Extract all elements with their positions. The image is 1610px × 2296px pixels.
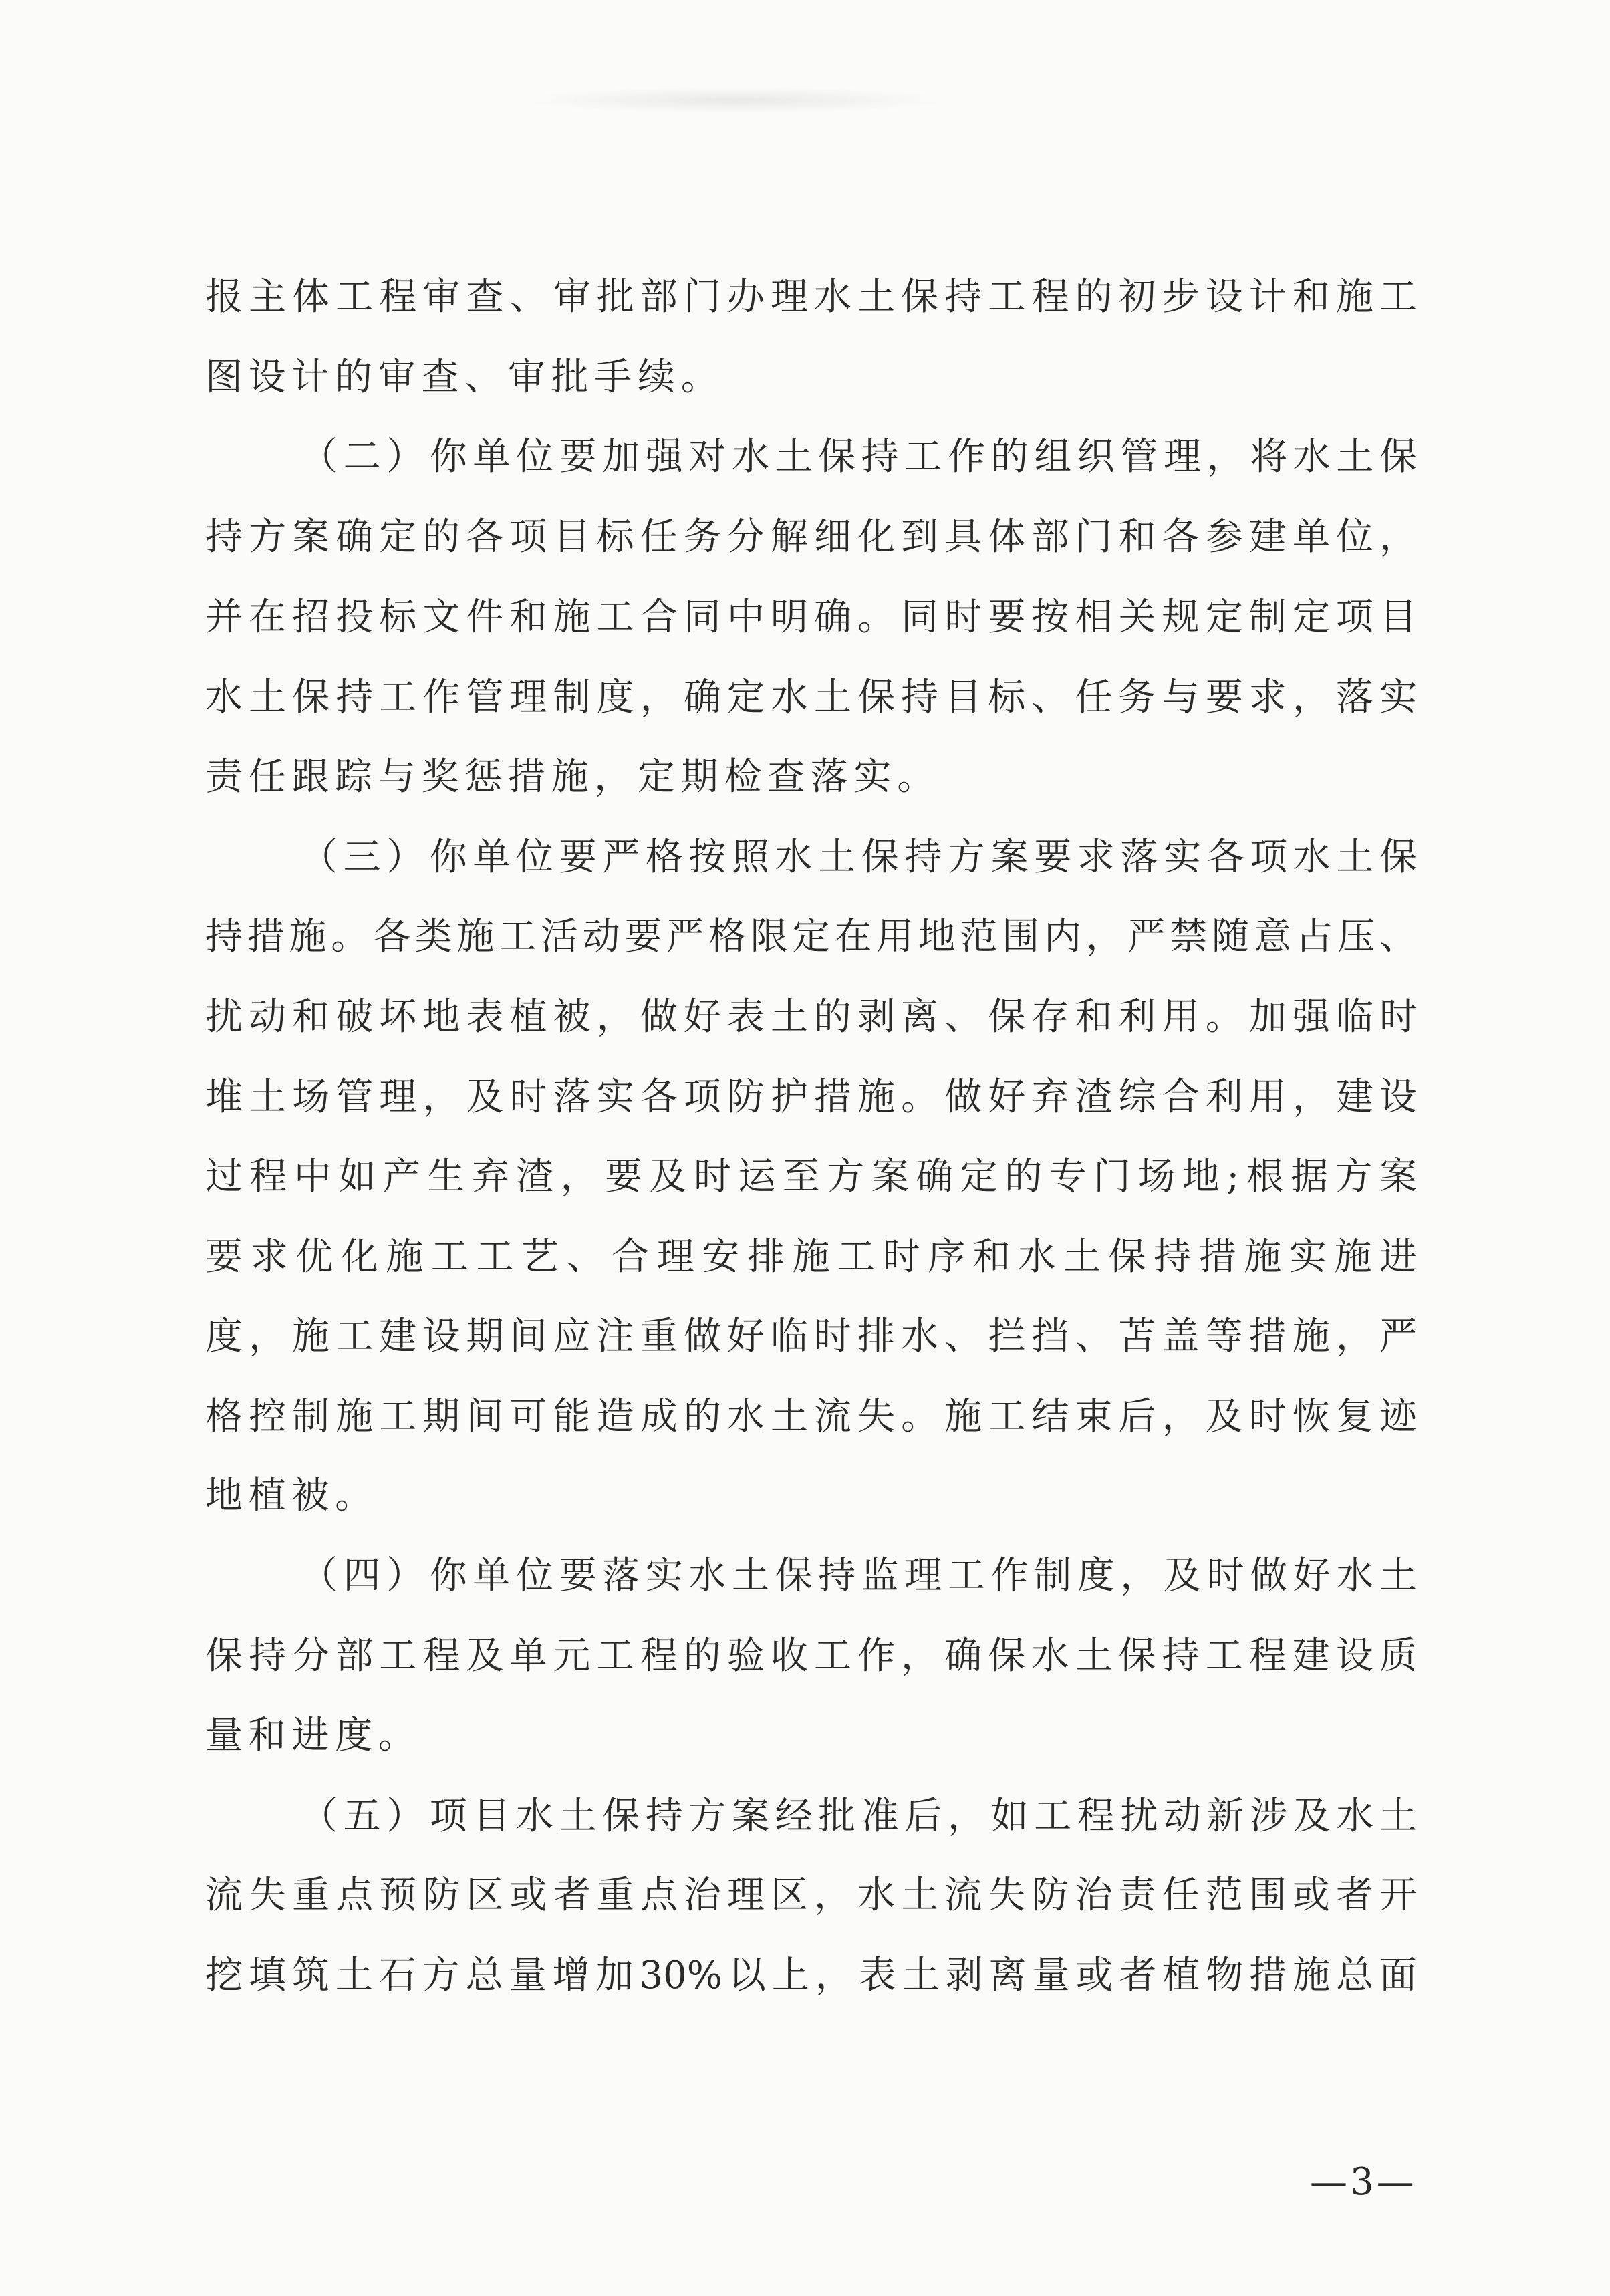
text-line: 水土保持工作管理制度，确定水土保持目标、任务与要求，落实: [205, 676, 1417, 719]
text-line: 责任跟踪与奖惩措施，定期检查落实。: [205, 755, 940, 799]
paragraph-4-start: （四）你单位要落实水土保持监理工作制度，及时做好水土: [300, 1554, 1417, 1598]
text-line: 量和进度。: [205, 1714, 422, 1757]
text-line: 图设计的审查、审批手续。: [205, 356, 724, 399]
text-line: 挖填筑土石方总量增加30%以上，表土剥离量或者植物措施总面: [205, 1954, 1417, 1997]
text-line: 流失重点预防区或者重点治理区，水土流失防治责任范围或者开: [205, 1874, 1417, 1917]
text-line: 堆土场管理，及时落实各项防护措施。做好弃渣综合利用，建设: [205, 1075, 1417, 1119]
page-number: —3—: [1310, 2160, 1417, 2204]
text-line: 保持分部工程及单元工程的验收工作，确保水土保持工程建设质: [205, 1634, 1417, 1678]
paragraph-2-start: （二）你单位要加强对水土保持工作的组织管理，将水土保: [300, 435, 1417, 479]
text-line: 扰动和破坏地表植被，做好表土的剥离、保存和利用。加强临时: [205, 995, 1417, 1039]
paragraph-3-start: （三）你单位要严格按照水土保持方案要求落实各项水土保: [300, 836, 1417, 879]
text-line: 地植被。: [205, 1474, 378, 1517]
text-line: 持措施。各类施工活动要严格限定在用地范围内，严禁随意占压、: [205, 915, 1417, 959]
text-line: 过程中如产生弃渣，要及时运至方案确定的专门场地;根据方案: [205, 1155, 1417, 1198]
text-line: 格控制施工期间可能造成的水土流失。施工结束后，及时恢复迹: [205, 1395, 1417, 1438]
paragraph-5-start: （五）项目水土保持方案经批准后，如工程扰动新涉及水土: [300, 1795, 1417, 1838]
text-line: 报主体工程审查、审批部门办理水土保持工程的初步设计和施工: [205, 275, 1417, 319]
text-line: 要求优化施工工艺、合理安排施工时序和水土保持措施实施进: [205, 1235, 1417, 1279]
text-line: 度，施工建设期间应注重做好临时排水、拦挡、苫盖等措施，严: [205, 1315, 1417, 1358]
text-line: 持方案确定的各项目标任务分解细化到具体部门和各参建单位，: [205, 515, 1417, 559]
scan-smudge: [521, 87, 949, 114]
text-line: 并在招投标文件和施工合同中明确。同时要按相关规定制定项目: [205, 596, 1417, 639]
